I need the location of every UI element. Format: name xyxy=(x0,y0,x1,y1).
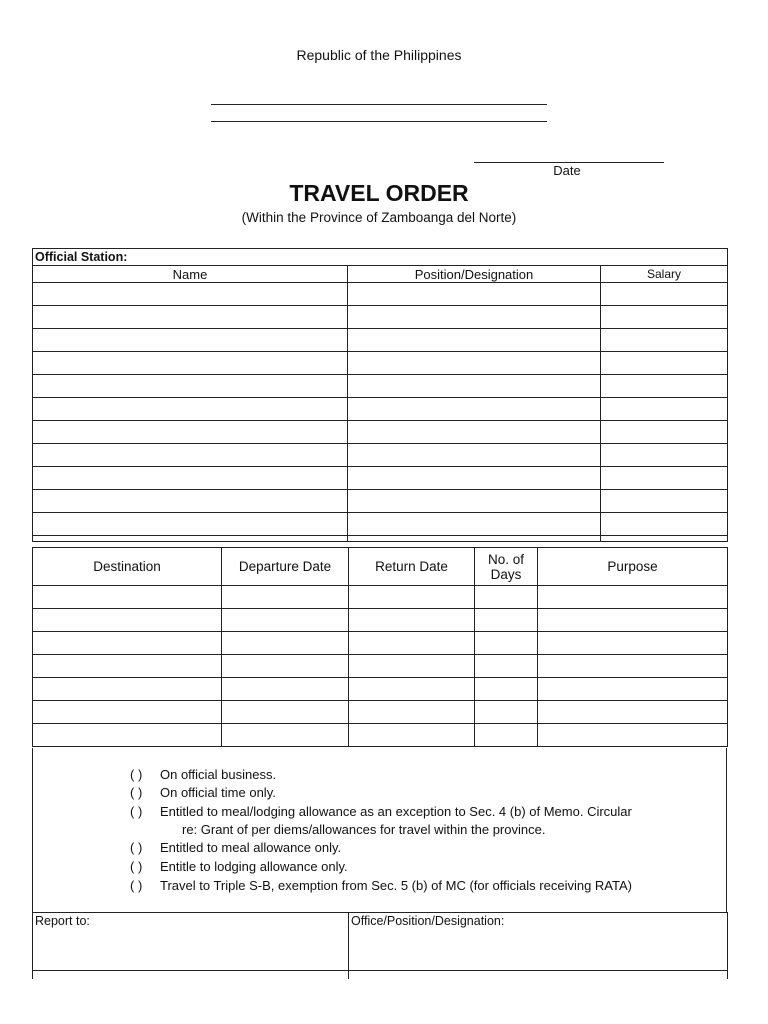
option-line[interactable] xyxy=(130,804,632,819)
personnel-row xyxy=(33,329,728,352)
itinerary-cell[interactable] xyxy=(538,632,728,655)
republic-heading: Republic of the Philippines xyxy=(296,47,462,63)
itinerary-cell[interactable] xyxy=(33,632,222,655)
itinerary-cell[interactable] xyxy=(349,678,475,701)
personnel-cell[interactable] xyxy=(601,421,728,444)
personnel-cell[interactable] xyxy=(601,513,728,536)
itinerary-cell[interactable] xyxy=(33,724,222,747)
personnel-cell[interactable] xyxy=(601,306,728,329)
itinerary-cell[interactable] xyxy=(222,678,349,701)
personnel-table xyxy=(32,248,728,542)
itinerary-cell[interactable] xyxy=(349,655,475,678)
personnel-cell[interactable] xyxy=(348,421,601,444)
col-header-destination: Destination xyxy=(33,548,222,586)
personnel-cell[interactable] xyxy=(33,490,348,513)
footer-table xyxy=(32,912,728,979)
personnel-cell[interactable] xyxy=(601,329,728,352)
option-line[interactable] xyxy=(130,878,632,893)
personnel-cell[interactable] xyxy=(348,283,601,306)
itinerary-cell[interactable] xyxy=(349,609,475,632)
itinerary-row xyxy=(33,724,728,747)
personnel-cell[interactable] xyxy=(348,398,601,421)
option-line[interactable] xyxy=(130,840,341,855)
personnel-gap-row xyxy=(33,536,728,542)
personnel-row xyxy=(33,283,728,306)
footer-tail-right xyxy=(349,971,728,980)
gap-cell xyxy=(348,536,601,542)
option-checkbox[interactable]: ( ) xyxy=(130,878,143,893)
itinerary-cell[interactable] xyxy=(222,724,349,747)
option-line xyxy=(182,822,545,837)
itinerary-cell[interactable] xyxy=(475,701,538,724)
personnel-cell[interactable] xyxy=(33,306,348,329)
itinerary-row xyxy=(33,678,728,701)
col-header-position: Position/Designation xyxy=(348,266,601,283)
personnel-cell[interactable] xyxy=(348,329,601,352)
itinerary-cell[interactable] xyxy=(33,586,222,609)
itinerary-cell[interactable] xyxy=(538,655,728,678)
personnel-cell[interactable] xyxy=(348,513,601,536)
col-header-departure: Departure Date xyxy=(222,548,349,586)
personnel-cell[interactable] xyxy=(601,283,728,306)
itinerary-cell[interactable] xyxy=(33,701,222,724)
personnel-cell[interactable] xyxy=(33,398,348,421)
itinerary-cell[interactable] xyxy=(349,632,475,655)
gap-cell xyxy=(601,536,728,542)
itinerary-cell[interactable] xyxy=(538,724,728,747)
page-subtitle: (Within the Province of Zamboanga del Norte) xyxy=(241,210,517,225)
itinerary-row xyxy=(33,701,728,724)
option-checkbox[interactable]: ( ) xyxy=(130,859,143,874)
col-header-salary: Salary xyxy=(601,266,728,283)
option-line[interactable] xyxy=(130,767,276,782)
itinerary-cell[interactable] xyxy=(538,609,728,632)
personnel-cell[interactable] xyxy=(601,375,728,398)
itinerary-cell[interactable] xyxy=(475,724,538,747)
personnel-row xyxy=(33,490,728,513)
itinerary-cell[interactable] xyxy=(349,701,475,724)
personnel-cell[interactable] xyxy=(601,467,728,490)
itinerary-cell[interactable] xyxy=(33,655,222,678)
itinerary-row xyxy=(33,609,728,632)
option-checkbox[interactable]: ( ) xyxy=(130,840,143,855)
itinerary-cell[interactable] xyxy=(475,632,538,655)
personnel-cell[interactable] xyxy=(33,283,348,306)
personnel-cell[interactable] xyxy=(601,352,728,375)
agency-line-1 xyxy=(211,104,547,105)
itinerary-cell[interactable] xyxy=(349,724,475,747)
office-position-label: Office/Position/Designation: xyxy=(349,913,728,971)
date-label: Date xyxy=(553,163,581,178)
itinerary-cell[interactable] xyxy=(222,655,349,678)
personnel-cell[interactable] xyxy=(348,490,601,513)
option-text: Entitled to meal allowance only. xyxy=(160,840,342,855)
option-checkbox[interactable]: ( ) xyxy=(130,785,143,800)
itinerary-cell[interactable] xyxy=(33,678,222,701)
option-text: Entitle to lodging allowance only. xyxy=(160,859,348,874)
personnel-row xyxy=(33,306,728,329)
option-text: re: Grant of per diems/allowances for travel within the province. xyxy=(182,822,546,837)
option-checkbox[interactable]: ( ) xyxy=(130,804,143,819)
report-to-label: Report to: xyxy=(33,913,349,971)
personnel-cell[interactable] xyxy=(601,398,728,421)
personnel-cell[interactable] xyxy=(348,467,601,490)
personnel-cell[interactable] xyxy=(33,444,348,467)
personnel-cell[interactable] xyxy=(33,467,348,490)
personnel-cell[interactable] xyxy=(348,375,601,398)
itinerary-cell[interactable] xyxy=(222,701,349,724)
personnel-cell[interactable] xyxy=(33,421,348,444)
personnel-cell[interactable] xyxy=(33,513,348,536)
col-header-purpose: Purpose xyxy=(538,548,728,586)
option-text: Entitled to meal/lodging allowance as an exception to Sec. 4 (b) of Memo. Circular xyxy=(160,804,632,819)
option-checkbox[interactable]: ( ) xyxy=(130,767,143,782)
personnel-cell[interactable] xyxy=(33,352,348,375)
itinerary-cell[interactable] xyxy=(538,586,728,609)
official-station-label: Official Station: xyxy=(33,249,728,266)
option-text: On official time only. xyxy=(160,785,276,800)
page-title: TRAVEL ORDER xyxy=(289,180,469,206)
col-header-return: Return Date xyxy=(349,548,475,586)
col-header-days: No. of Days xyxy=(475,548,538,586)
option-text: On official business. xyxy=(160,767,277,782)
personnel-cell[interactable] xyxy=(33,375,348,398)
itinerary-cell[interactable] xyxy=(475,586,538,609)
itinerary-cell[interactable] xyxy=(538,678,728,701)
agency-line-2 xyxy=(211,121,547,122)
personnel-row xyxy=(33,375,728,398)
itinerary-cell[interactable] xyxy=(538,701,728,724)
itinerary-row xyxy=(33,586,728,609)
itinerary-row xyxy=(33,655,728,678)
itinerary-cell[interactable] xyxy=(222,586,349,609)
personnel-cell[interactable] xyxy=(348,444,601,467)
itinerary-cell[interactable] xyxy=(33,609,222,632)
option-line[interactable] xyxy=(130,859,348,874)
personnel-row xyxy=(33,444,728,467)
option-text: Travel to Triple S-B, exemption from Sec. 5 (b) of MC (for officials receiving RATA) xyxy=(160,878,632,893)
itinerary-cell[interactable] xyxy=(475,678,538,701)
itinerary-row xyxy=(33,632,728,655)
personnel-row xyxy=(33,421,728,444)
personnel-cell[interactable] xyxy=(601,444,728,467)
itinerary-table xyxy=(32,547,728,747)
col-header-name: Name xyxy=(33,266,348,283)
itinerary-cell[interactable] xyxy=(475,609,538,632)
personnel-row xyxy=(33,352,728,375)
itinerary-cell[interactable] xyxy=(222,609,349,632)
personnel-cell[interactable] xyxy=(348,306,601,329)
itinerary-cell[interactable] xyxy=(349,586,475,609)
personnel-row xyxy=(33,513,728,536)
option-line[interactable] xyxy=(130,785,276,800)
personnel-row xyxy=(33,467,728,490)
footer-tail-left xyxy=(33,971,349,980)
itinerary-cell[interactable] xyxy=(222,632,349,655)
itinerary-cell[interactable] xyxy=(475,655,538,678)
gap-cell xyxy=(33,536,348,542)
personnel-cell[interactable] xyxy=(348,352,601,375)
personnel-row xyxy=(33,398,728,421)
personnel-cell[interactable] xyxy=(33,329,348,352)
personnel-cell[interactable] xyxy=(601,490,728,513)
